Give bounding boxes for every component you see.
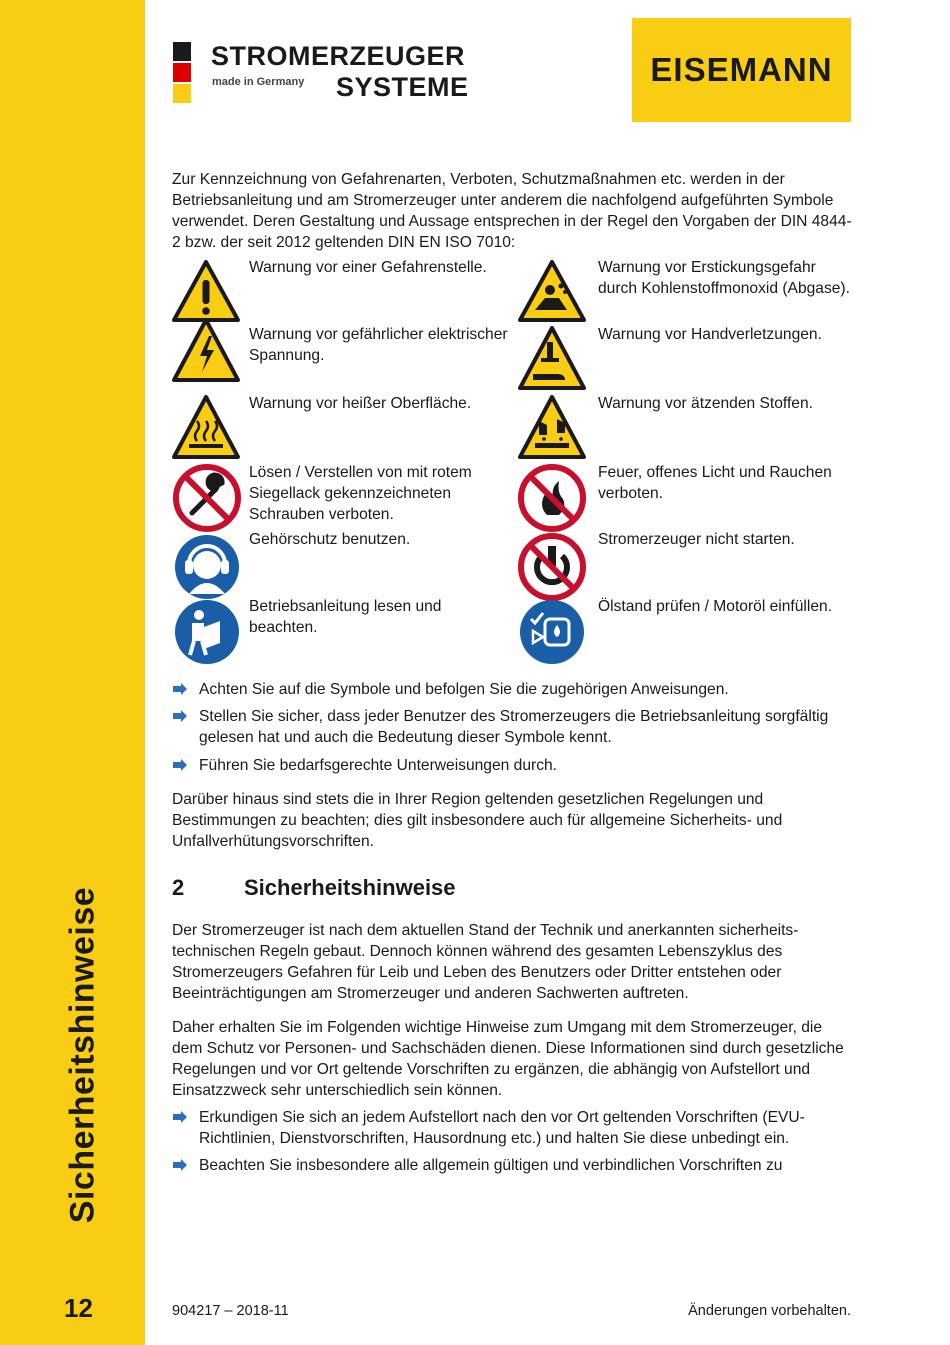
warning-hot-surface-icon [171,393,241,463]
list-item: Achten Sie auf die Symbole und befolgen Sie die zugehörigen Anweisungen. [172,679,852,700]
intro-paragraph: Zur Kennzeichnung von Gefahrenarten, Verboten, Schutzmaßnahmen etc. werden in der Betriebsanleitung und am Stromerzeuger unter anderem die nachfolgend aufgeführten Symbole verwendet. Deren Gestaltung und Aussage entsprechen in der Regel den Vorgaben der DIN 4844-2 bzw. der seit 2012 geltenden DIN EN ISO 7010: [172,171,852,251]
symbol-text-start: Stromerzeuger nicht starten. [598,531,795,548]
symbol-text-hand: Warnung vor Handverletzungen. [598,326,822,343]
mandatory-read-manual-icon [172,597,242,667]
arrow-right-icon [172,709,188,723]
sidebar-title: Sicherheitshinweise [63,886,102,1224]
list-item: Erkundigen Sie sich an jedem Aufstellort nach den vor Ort geltenden Vorschriften (EVU-Richtlinien, Dienstvorschriften, Hausordnung etc.) und halten Sie diese unbedingt ein. [172,1107,852,1149]
symbol-text-corrosive: Warnung vor ätzenden Stoffen. [598,395,813,412]
symbol-text-tool: Lösen / Verstellen von mit rotem Siegellack gekennzeichneten Schrauben verboten. [249,464,472,523]
section-title: Sicherheitshinweise [244,875,456,900]
symbol-text-co: Warnung vor Erstickungsgefahr durch Kohlenstoffmonoxid (Abgase). [598,259,850,297]
footer-note: Änderungen vorbehalten. [688,1303,851,1319]
arrow-right-icon [172,682,188,696]
mandatory-ear-protection-icon [172,532,242,602]
brand-name-line1: STROMERZEUGER [211,41,466,71]
prohibition-start-icon [517,532,587,602]
prohibition-fire-icon [517,463,587,533]
arrow-right-icon [172,1158,188,1172]
german-flag-icon [173,42,191,104]
symbol-text-hot-surface: Warnung vor heißer Oberfläche. [249,395,472,412]
sidebar [0,0,145,1345]
prohibition-tool-icon [172,463,242,533]
safety-info-paragraph: Daher erhalten Sie im Folgenden wichtige Hinweise zum Umgang mit dem Stromerzeuger, die dem Schutz vor Personen- und Sachschäden dienen. Diese Informationen sind durch gesetzliche Regelungen und vor Ort geltende Vorschriften zu ergänzen, die abhängig von Aufstellort und Einsatzzweck sehr unterschiedlich sein können. [172,1019,844,1099]
page-number: 12 [64,1293,93,1323]
list-item: Stellen Sie sicher, dass jeder Benutzer des Stromerzeugers die Betriebsanleitung sorgfältig gelesen hat und auch die Bedeutung dieser Symbole kennt. [172,706,852,748]
warning-carbon-monoxide-icon [517,258,587,328]
section-number: 2 [172,875,185,900]
document-id: 904217 – 2018-11 [172,1303,289,1319]
symbol-text-oil: Ölstand prüfen / Motoröl einfüllen. [598,598,833,615]
list-item: Beachten Sie insbesondere alle allgemein gültigen und verbindlichen Vorschriften zu [172,1155,852,1176]
mandatory-oil-check-icon [517,597,587,667]
symbol-text-fire: Feuer, offenes Licht und Rauchen verboten. [598,464,832,502]
warning-corrosive-icon [517,393,587,463]
warning-electric-icon [171,316,241,386]
brand-tagline: made in Germany [212,76,305,88]
regulations-paragraph: Darüber hinaus sind stets die in Ihrer Region geltenden gesetzlichen Regelungen und Bestimmungen zu beachten; dies gilt insbesondere auch für allgemeine Sicherheits- und Unfallverhütungsvorschriften. [172,791,783,850]
symbol-text-general: Warnung vor einer Gefahrenstelle. [249,259,487,276]
symbol-text-manual: Betriebsanleitung lesen und beachten. [249,598,442,636]
list-item: Führen Sie bedarfsgerechte Unterweisungen durch. [172,755,852,776]
arrow-right-icon [172,1110,188,1124]
eisemann-logo: EISEMANN [632,18,851,122]
section-heading [172,875,456,901]
brand-name-line2: SYSTEME [336,72,469,102]
warning-hand-injury-icon [517,324,587,394]
safety-intro-paragraph: Der Stromerzeuger ist nach dem aktuellen Stand der Technik und anerkannten sicherheitstechnischen Regeln gebaut. Dennoch können während des gesamten Lebenszyklus des Stromerzeugers Gefahren für Leib und Leben des Benutzers oder Dritter entstehen oder Beeinträchtigungen am Stromerzeuger und anderen Sachwerten auftreten. [172,922,799,1002]
symbol-text-ear: Gehörschutz benutzen. [249,531,411,548]
arrow-right-icon [172,758,188,772]
symbol-text-electric: Warnung vor gefährlicher elektrischer Spannung. [249,326,508,364]
